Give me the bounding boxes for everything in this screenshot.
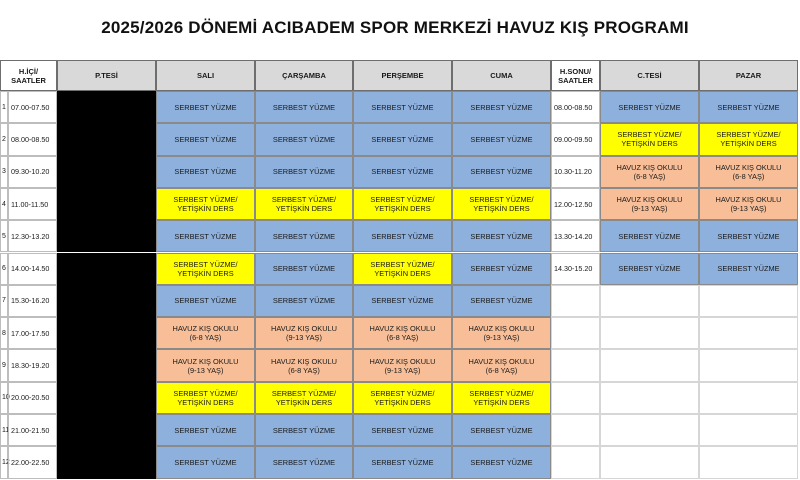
schedule-cell: SERBEST YÜZME/ YETİŞKİN DERS: [255, 188, 353, 220]
schedule-cell: SERBEST YÜZME: [255, 220, 353, 252]
empty-cell: [699, 382, 798, 414]
row-time: 17.00-17.50: [8, 317, 57, 349]
schedule-cell: SERBEST YÜZME: [255, 156, 353, 188]
schedule-cell: SERBEST YÜZME: [452, 156, 551, 188]
empty-cell: [600, 317, 699, 349]
closed-cell: [57, 188, 156, 220]
schedule-cell: SERBEST YÜZME: [452, 123, 551, 155]
schedule-cell: SERBEST YÜZME/ YETİŞKİN DERS: [156, 382, 255, 414]
schedule-cell: SERBEST YÜZME: [452, 285, 551, 317]
closed-cell: [57, 317, 156, 349]
schedule-cell: SERBEST YÜZME: [156, 123, 255, 155]
schedule-cell: SERBEST YÜZME: [353, 285, 452, 317]
closed-cell: [57, 123, 156, 155]
weekend-row-time: 14.30-15.20: [551, 253, 600, 285]
empty-cell: [600, 349, 699, 381]
weekend-day-header-2: PAZAR: [699, 60, 798, 91]
empty-cell: [551, 414, 600, 446]
weekend-schedule-cell: HAVUZ KIŞ OKULU (6-8 YAŞ): [600, 156, 699, 188]
schedule-cell: SERBEST YÜZME: [255, 123, 353, 155]
row-number: 9: [0, 349, 8, 381]
schedule-cell: SERBEST YÜZME: [156, 285, 255, 317]
schedule-cell: HAVUZ KIŞ OKULU (9-13 YAŞ): [156, 349, 255, 381]
day-header-4: PERŞEMBE: [353, 60, 452, 91]
row-number: 7: [0, 285, 8, 317]
row-number: 11: [0, 414, 8, 446]
weekend-schedule-cell: HAVUZ KIŞ OKULU (6-8 YAŞ): [699, 156, 798, 188]
schedule-cell: SERBEST YÜZME: [353, 220, 452, 252]
weekend-schedule-cell: SERBEST YÜZME: [699, 220, 798, 252]
schedule-cell: SERBEST YÜZME: [353, 414, 452, 446]
schedule-cell: SERBEST YÜZME: [255, 446, 353, 478]
row-time: 15.30-16.20: [8, 285, 57, 317]
schedule-cell: HAVUZ KIŞ OKULU (9-13 YAŞ): [353, 349, 452, 381]
empty-cell: [699, 349, 798, 381]
closed-cell: [57, 220, 156, 252]
weekend-schedule-cell: HAVUZ KIŞ OKULU (9-13 YAŞ): [600, 188, 699, 220]
closed-cell: [57, 349, 156, 381]
schedule-cell: SERBEST YÜZME: [156, 156, 255, 188]
row-time: 08.00-08.50: [8, 123, 57, 155]
empty-cell: [551, 317, 600, 349]
schedule-cell: HAVUZ KIŞ OKULU (6-8 YAŞ): [255, 349, 353, 381]
row-time: 12.30-13.20: [8, 220, 57, 252]
schedule-cell: SERBEST YÜZME: [452, 91, 551, 123]
schedule-cell: SERBEST YÜZME: [255, 91, 353, 123]
row-number: 8: [0, 317, 8, 349]
row-number: 3: [0, 156, 8, 188]
row-number: 2: [0, 123, 8, 155]
row-time: 22.00-22.50: [8, 446, 57, 478]
row-time: 07.00-07.50: [8, 91, 57, 123]
schedule-cell: SERBEST YÜZME/ YETİŞKİN DERS: [353, 253, 452, 285]
closed-cell: [57, 382, 156, 414]
weekend-schedule-cell: HAVUZ KIŞ OKULU (9-13 YAŞ): [699, 188, 798, 220]
schedule-cell: SERBEST YÜZME/ YETİŞKİN DERS: [452, 188, 551, 220]
schedule-title: 2025/2026 DÖNEMİ ACIBADEM SPOR MERKEZİ HAVUZ KIŞ PROGRAMI: [101, 18, 689, 37]
schedule-cell: SERBEST YÜZME: [156, 220, 255, 252]
schedule-cell: HAVUZ KIŞ OKULU (6-8 YAŞ): [156, 317, 255, 349]
schedule-cell: SERBEST YÜZME/ YETİŞKİN DERS: [353, 188, 452, 220]
empty-cell: [600, 446, 699, 478]
weekend-schedule-cell: SERBEST YÜZME/ YETİŞKİN DERS: [699, 123, 798, 155]
schedule-cell: SERBEST YÜZME: [156, 446, 255, 478]
row-time: 20.00-20.50: [8, 382, 57, 414]
row-number: 5: [0, 220, 8, 252]
weekend-schedule-cell: SERBEST YÜZME: [600, 253, 699, 285]
day-header-1: P.TESİ: [57, 60, 156, 91]
weekend-row-time: 13.30-14.20: [551, 220, 600, 252]
empty-cell: [699, 446, 798, 478]
schedule-cell: HAVUZ KIŞ OKULU (6-8 YAŞ): [452, 349, 551, 381]
empty-cell: [551, 446, 600, 478]
closed-cell: [57, 156, 156, 188]
day-header-2: SALI: [156, 60, 255, 91]
row-time: 11.00-11.50: [8, 188, 57, 220]
row-time: 09.30-10.20: [8, 156, 57, 188]
schedule-cell: SERBEST YÜZME: [452, 414, 551, 446]
schedule-cell: SERBEST YÜZME: [255, 285, 353, 317]
closed-cell: [57, 414, 156, 446]
empty-cell: [600, 285, 699, 317]
row-number: 1: [0, 91, 8, 123]
closed-cell: [57, 91, 156, 123]
schedule-cell: SERBEST YÜZME/ YETİŞKİN DERS: [156, 188, 255, 220]
empty-cell: [699, 317, 798, 349]
weekend-row-time: 10.30-11.20: [551, 156, 600, 188]
empty-cell: [600, 414, 699, 446]
schedule-cell: HAVUZ KIŞ OKULU (6-8 YAŞ): [353, 317, 452, 349]
schedule-cell: SERBEST YÜZME: [255, 253, 353, 285]
schedule-cell: SERBEST YÜZME/ YETİŞKİN DERS: [452, 382, 551, 414]
schedule-cell: SERBEST YÜZME: [353, 91, 452, 123]
weekend-schedule-cell: SERBEST YÜZME/ YETİŞKİN DERS: [600, 123, 699, 155]
weekend-row-time: 08.00-08.50: [551, 91, 600, 123]
schedule-cell: HAVUZ KIŞ OKULU (9-13 YAŞ): [452, 317, 551, 349]
day-header-5: CUMA: [452, 60, 551, 91]
row-time: 18.30-19.20: [8, 349, 57, 381]
empty-cell: [551, 382, 600, 414]
schedule-cell: SERBEST YÜZME: [452, 220, 551, 252]
weekend-hours-header: H.SONU/ SAATLER: [551, 60, 600, 91]
schedule-cell: SERBEST YÜZME: [353, 156, 452, 188]
weekend-schedule-cell: SERBEST YÜZME: [600, 91, 699, 123]
schedule-cell: SERBEST YÜZME: [353, 446, 452, 478]
weekend-row-time: 12.00-12.50: [551, 188, 600, 220]
empty-cell: [551, 285, 600, 317]
schedule-cell: SERBEST YÜZME: [156, 91, 255, 123]
schedule-cell: SERBEST YÜZME: [353, 123, 452, 155]
empty-cell: [600, 382, 699, 414]
empty-cell: [699, 285, 798, 317]
day-header-3: ÇARŞAMBA: [255, 60, 353, 91]
weekend-day-header-1: C.TESİ: [600, 60, 699, 91]
closed-cell: [57, 446, 156, 478]
weekend-schedule-cell: SERBEST YÜZME: [600, 220, 699, 252]
row-number: 6: [0, 253, 8, 285]
row-time: 21.00-21.50: [8, 414, 57, 446]
schedule-cell: SERBEST YÜZME/ YETİŞKİN DERS: [156, 253, 255, 285]
schedule-cell: SERBEST YÜZME/ YETİŞKİN DERS: [353, 382, 452, 414]
empty-cell: [551, 349, 600, 381]
row-number: 4: [0, 188, 8, 220]
schedule-cell: SERBEST YÜZME: [255, 414, 353, 446]
weekend-schedule-cell: SERBEST YÜZME: [699, 253, 798, 285]
schedule-cell: SERBEST YÜZME: [452, 253, 551, 285]
schedule-cell: SERBEST YÜZME/ YETİŞKİN DERS: [255, 382, 353, 414]
schedule-cell: SERBEST YÜZME: [452, 446, 551, 478]
row-number: 10: [0, 382, 8, 414]
closed-cell: [57, 285, 156, 317]
row-number: 12: [0, 446, 8, 478]
schedule-cell: SERBEST YÜZME: [156, 414, 255, 446]
weekend-schedule-cell: SERBEST YÜZME: [699, 91, 798, 123]
schedule-cell: HAVUZ KIŞ OKULU (9-13 YAŞ): [255, 317, 353, 349]
closed-cell: [57, 253, 156, 285]
row-time: 14.00-14.50: [8, 253, 57, 285]
empty-cell: [699, 414, 798, 446]
hours-header: H.İÇİ/ SAATLER: [0, 60, 57, 91]
weekend-row-time: 09.00-09.50: [551, 123, 600, 155]
